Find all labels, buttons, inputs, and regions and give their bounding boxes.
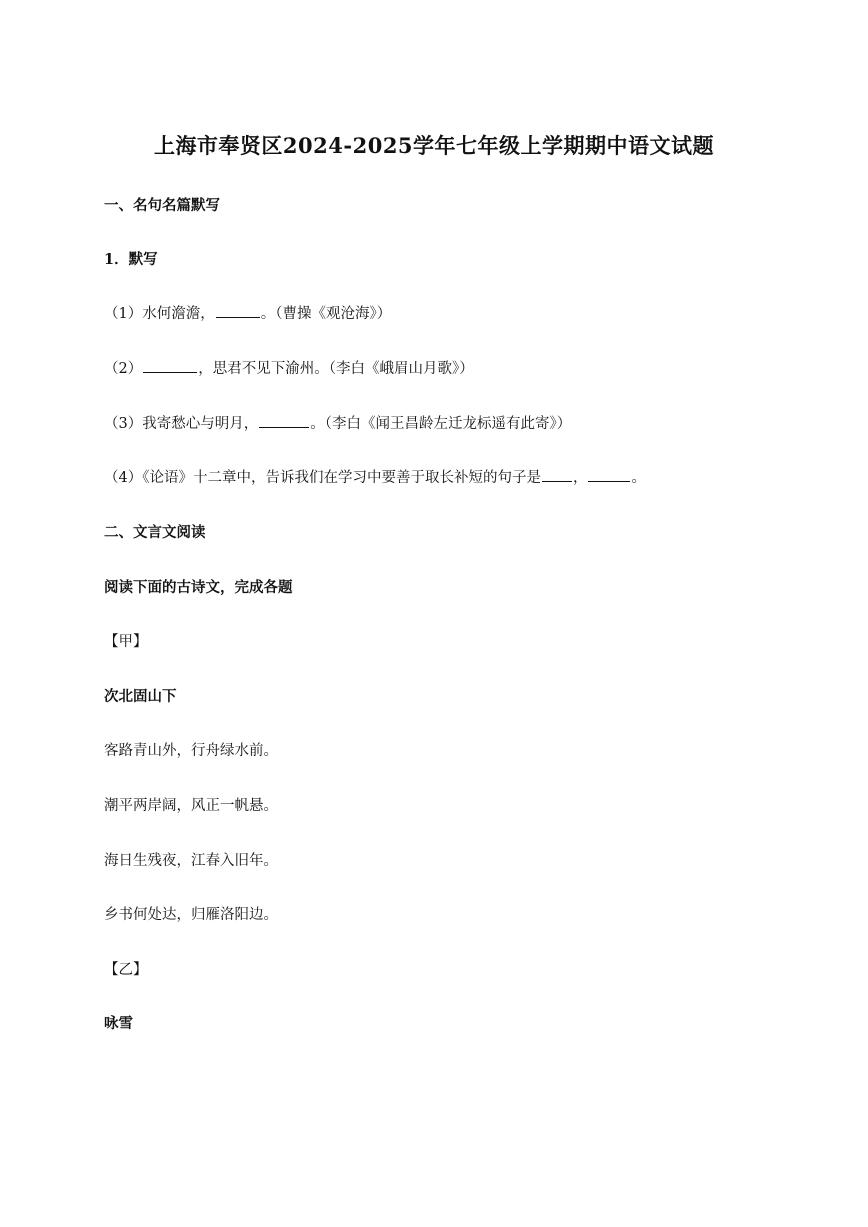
answer-blank (588, 467, 630, 482)
answer-blank (143, 358, 197, 373)
dictation-item-2-suffix: ，思君不见下渝州。（李白《峨眉山月歌》） (198, 361, 474, 377)
answer-blank (216, 303, 260, 318)
section-heading-1: 一、名句名篇默写 (104, 197, 220, 214)
poem-title-1: 次北固山下 (104, 688, 177, 705)
poem-line: 潮平两岸阔，风正一帆悬。 (104, 798, 278, 814)
dictation-item-2-prefix: （2） (104, 361, 143, 377)
dictation-item-4 (104, 467, 646, 489)
dictation-item-4-prefix: （4）《论语》十二章中，告诉我们在学习中要善于取长补短的句子是 (104, 470, 541, 486)
dictation-item-4-middle: ， (572, 470, 588, 486)
poem-line: 海日生残夜，江春入旧年。 (104, 853, 278, 869)
poem-title-2: 咏雪 (104, 1015, 133, 1032)
dictation-item-1-suffix: 。（曹操《观沧海》） (260, 306, 392, 322)
passage-label-jia: 【甲】 (104, 634, 148, 650)
document-title: 上海市奉贤区2024-2025学年七年级上学期期中语文试题 (153, 133, 715, 158)
dictation-item-3 (104, 413, 571, 435)
dictation-item-1-prefix: （1）水何澹澹， (104, 306, 215, 322)
poem-line: 客路青山外，行舟绿水前。 (104, 743, 278, 759)
passage-label-yi: 【乙】 (104, 962, 148, 978)
poem-line: 乡书何处达，归雁洛阳边。 (104, 907, 278, 923)
dictation-item-3-suffix: 。（李白《闻王昌龄左迁龙标遥有此寄》） (310, 416, 572, 432)
reading-instruction: 阅读下面的古诗文，完成各题 (104, 579, 293, 596)
answer-blank (259, 413, 309, 428)
dictation-item-3-prefix: （3）我寄愁心与明月， (104, 416, 259, 432)
section-heading-2: 二、文言文阅读 (104, 524, 206, 541)
dictation-item-1 (104, 303, 391, 325)
dictation-item-4-suffix: 。 (631, 470, 646, 486)
answer-blank (542, 467, 572, 482)
dictation-item-2 (104, 358, 474, 380)
question-label: 1．默写 (104, 251, 158, 268)
